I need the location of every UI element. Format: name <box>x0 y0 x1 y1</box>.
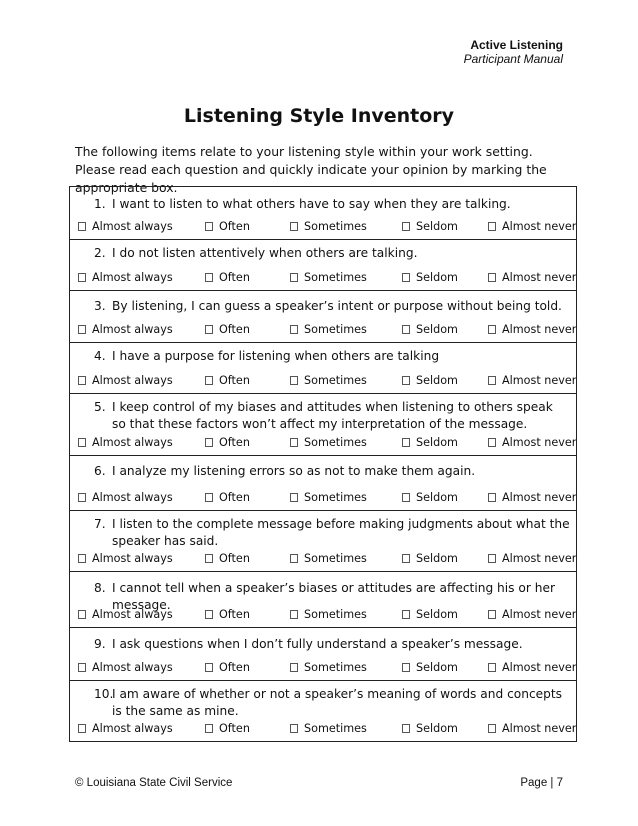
answer-options <box>70 322 576 337</box>
answer-option[interactable] <box>78 660 173 675</box>
option-label: Seldom <box>416 271 458 284</box>
checkbox[interactable] <box>78 438 86 447</box>
answer-option[interactable] <box>205 435 250 450</box>
answer-option[interactable] <box>488 721 576 736</box>
option-label: Sometimes <box>304 374 367 387</box>
answer-option[interactable] <box>290 490 367 505</box>
answer-option[interactable] <box>402 607 458 622</box>
answer-option[interactable] <box>488 607 576 622</box>
option-label: Almost never <box>502 491 577 504</box>
question-text: I analyze my listening errors so as not to make them again. <box>112 464 476 478</box>
option-label: Almost always <box>92 323 173 336</box>
option-label: Often <box>219 323 250 336</box>
question-number: 8. <box>94 581 106 595</box>
answer-option[interactable] <box>78 721 173 736</box>
option-label: Almost never <box>502 661 577 674</box>
checkbox[interactable] <box>290 222 298 231</box>
option-label: Sometimes <box>304 608 367 621</box>
question <box>70 511 576 550</box>
question-text: I cannot tell when a speaker’s biases or attitudes are affecting his or her message. <box>112 581 555 612</box>
checkbox[interactable] <box>402 222 410 231</box>
question-number: 1. <box>94 197 106 211</box>
checkbox[interactable] <box>205 222 213 231</box>
option-label: Almost never <box>502 323 577 336</box>
option-label: Often <box>219 661 250 674</box>
question <box>70 187 576 213</box>
answer-option[interactable] <box>290 373 367 388</box>
option-label: Sometimes <box>304 552 367 565</box>
option-label: Seldom <box>416 552 458 565</box>
answer-option[interactable] <box>205 219 250 234</box>
inventory-item <box>70 290 576 342</box>
answer-option[interactable] <box>402 322 458 337</box>
question-number: 6. <box>94 464 106 478</box>
option-label: Seldom <box>416 491 458 504</box>
running-header <box>464 38 563 66</box>
checkbox[interactable] <box>290 438 298 447</box>
checkbox[interactable] <box>205 438 213 447</box>
checkbox[interactable] <box>78 273 86 282</box>
question <box>70 240 576 262</box>
checkbox[interactable] <box>205 663 213 672</box>
answer-option[interactable] <box>488 270 576 285</box>
footer-page-number: Page | 7 <box>520 777 563 789</box>
checkbox[interactable] <box>78 663 86 672</box>
header-title: Active Listening <box>470 38 563 52</box>
answer-options <box>70 490 576 505</box>
checkbox[interactable] <box>205 610 213 619</box>
option-label: Almost never <box>502 436 577 449</box>
option-label: Sometimes <box>304 491 367 504</box>
checkbox[interactable] <box>402 610 410 619</box>
checkbox[interactable] <box>402 376 410 385</box>
answer-option[interactable] <box>205 322 250 337</box>
question-number: 7. <box>94 517 106 531</box>
checkbox[interactable] <box>78 554 86 563</box>
answer-option[interactable] <box>205 373 250 388</box>
answer-option[interactable] <box>78 607 173 622</box>
inventory-item <box>70 571 576 627</box>
answer-option[interactable] <box>402 270 458 285</box>
checkbox[interactable] <box>78 325 86 334</box>
answer-option[interactable] <box>402 551 458 566</box>
option-label: Almost always <box>92 552 173 565</box>
option-label: Sometimes <box>304 323 367 336</box>
option-label: Often <box>219 271 250 284</box>
question <box>70 343 576 365</box>
option-label: Often <box>219 436 250 449</box>
checkbox[interactable] <box>488 554 496 563</box>
inventory-table <box>69 186 577 742</box>
checkbox[interactable] <box>78 222 86 231</box>
checkbox[interactable] <box>402 663 410 672</box>
answer-option[interactable] <box>290 219 367 234</box>
checkbox[interactable] <box>402 273 410 282</box>
checkbox[interactable] <box>205 376 213 385</box>
answer-options <box>70 219 576 234</box>
checkbox[interactable] <box>488 663 496 672</box>
checkbox[interactable] <box>78 493 86 502</box>
answer-options <box>70 721 576 736</box>
checkbox[interactable] <box>488 273 496 282</box>
question-text: I have a purpose for listening when others are talking <box>112 349 440 363</box>
option-label: Seldom <box>416 722 458 735</box>
answer-option[interactable] <box>488 490 576 505</box>
answer-option[interactable] <box>488 551 576 566</box>
option-label: Often <box>219 608 250 621</box>
answer-options <box>70 551 576 566</box>
option-label: Sometimes <box>304 436 367 449</box>
answer-option[interactable] <box>488 373 576 388</box>
answer-option[interactable] <box>488 322 576 337</box>
checkbox[interactable] <box>402 493 410 502</box>
option-label: Seldom <box>416 608 458 621</box>
option-label: Almost always <box>92 271 173 284</box>
checkbox[interactable] <box>488 493 496 502</box>
option-label: Almost never <box>502 271 577 284</box>
answer-option[interactable] <box>290 551 367 566</box>
answer-option[interactable] <box>402 435 458 450</box>
question <box>70 291 576 315</box>
question-text: I want to listen to what others have to say when they are talking. <box>112 197 511 211</box>
question <box>70 456 576 480</box>
answer-option[interactable] <box>488 219 576 234</box>
answer-options <box>70 373 576 388</box>
option-label: Sometimes <box>304 271 367 284</box>
option-label: Sometimes <box>304 661 367 674</box>
checkbox[interactable] <box>78 724 86 733</box>
answer-option[interactable] <box>78 435 173 450</box>
option-label: Often <box>219 220 250 233</box>
question-number: 2. <box>94 246 106 260</box>
option-label: Almost always <box>92 661 173 674</box>
inventory-item <box>70 510 576 571</box>
checkbox[interactable] <box>290 493 298 502</box>
option-label: Almost never <box>502 374 577 387</box>
answer-option[interactable] <box>402 660 458 675</box>
option-label: Almost always <box>92 722 173 735</box>
checkbox[interactable] <box>290 724 298 733</box>
answer-option[interactable] <box>205 270 250 285</box>
option-label: Almost never <box>502 722 577 735</box>
checkbox[interactable] <box>488 438 496 447</box>
option-label: Almost always <box>92 608 173 621</box>
inventory-item <box>70 627 576 680</box>
checkbox[interactable] <box>488 376 496 385</box>
option-label: Seldom <box>416 374 458 387</box>
answer-option[interactable] <box>78 490 173 505</box>
answer-option[interactable] <box>205 607 250 622</box>
inventory-item <box>70 187 576 239</box>
header-subtitle: Participant Manual <box>463 52 563 66</box>
answer-option[interactable] <box>78 219 173 234</box>
answer-option[interactable] <box>78 373 173 388</box>
checkbox[interactable] <box>290 273 298 282</box>
answer-option[interactable] <box>402 721 458 736</box>
option-label: Sometimes <box>304 220 367 233</box>
checkbox[interactable] <box>402 554 410 563</box>
answer-option[interactable] <box>78 551 173 566</box>
answer-option[interactable] <box>290 607 367 622</box>
question-text: I listen to the complete message before making judgments about what the speaker has said. <box>112 517 570 548</box>
question <box>70 394 576 433</box>
question-text: I do not listen attentively when others are talking. <box>112 246 418 260</box>
answer-option[interactable] <box>78 322 173 337</box>
option-label: Almost never <box>502 220 577 233</box>
answer-option[interactable] <box>205 551 250 566</box>
answer-option[interactable] <box>290 322 367 337</box>
checkbox[interactable] <box>488 325 496 334</box>
checkbox[interactable] <box>488 222 496 231</box>
question-number: 4. <box>94 349 106 363</box>
question-number: 10. <box>94 687 114 701</box>
option-label: Often <box>219 722 250 735</box>
checkbox[interactable] <box>290 554 298 563</box>
answer-option[interactable] <box>290 435 367 450</box>
question-text: I ask questions when I don’t fully understand a speaker’s message. <box>112 637 523 651</box>
option-label: Almost always <box>92 436 173 449</box>
answer-option[interactable] <box>205 660 250 675</box>
answer-option[interactable] <box>290 270 367 285</box>
checkbox[interactable] <box>205 325 213 334</box>
checkbox[interactable] <box>290 376 298 385</box>
answer-option[interactable] <box>290 721 367 736</box>
checkbox[interactable] <box>205 724 213 733</box>
checkbox[interactable] <box>290 663 298 672</box>
checkbox[interactable] <box>205 554 213 563</box>
question-number: 3. <box>94 299 106 313</box>
answer-option[interactable] <box>290 660 367 675</box>
checkbox[interactable] <box>290 610 298 619</box>
option-label: Almost never <box>502 608 577 621</box>
question <box>70 681 576 720</box>
question-number: 5. <box>94 400 106 414</box>
option-label: Often <box>219 552 250 565</box>
option-label: Almost always <box>92 374 173 387</box>
checkbox[interactable] <box>402 438 410 447</box>
question-number: 9. <box>94 637 106 651</box>
answer-option[interactable] <box>402 490 458 505</box>
answer-options <box>70 660 576 675</box>
inventory-item <box>70 342 576 393</box>
option-label: Seldom <box>416 220 458 233</box>
inventory-item <box>70 455 576 510</box>
option-label: Sometimes <box>304 722 367 735</box>
option-label: Seldom <box>416 661 458 674</box>
page-title: Listening Style Inventory <box>183 105 455 127</box>
footer-copyright: © Louisiana State Civil Service <box>75 777 233 789</box>
answer-option[interactable] <box>205 490 250 505</box>
option-label: Almost always <box>92 220 173 233</box>
option-label: Seldom <box>416 323 458 336</box>
option-label: Often <box>219 491 250 504</box>
answer-options <box>70 270 576 285</box>
checkbox[interactable] <box>78 376 86 385</box>
checkbox[interactable] <box>402 724 410 733</box>
inventory-item <box>70 393 576 455</box>
answer-option[interactable] <box>78 270 173 285</box>
answer-option[interactable] <box>488 660 576 675</box>
question <box>70 628 576 653</box>
answer-options <box>70 435 576 450</box>
option-label: Often <box>219 374 250 387</box>
answer-option[interactable] <box>488 435 576 450</box>
inventory-item <box>70 680 576 741</box>
checkbox[interactable] <box>290 325 298 334</box>
option-label: Seldom <box>416 436 458 449</box>
option-label: Almost always <box>92 491 173 504</box>
answer-option[interactable] <box>205 721 250 736</box>
checkbox[interactable] <box>205 493 213 502</box>
checkbox[interactable] <box>205 273 213 282</box>
checkbox[interactable] <box>488 724 496 733</box>
question-text: I keep control of my biases and attitudes when listening to others speak so that these factors won’t affect my interpretation of the message. <box>112 400 553 431</box>
checkbox[interactable] <box>488 610 496 619</box>
checkbox[interactable] <box>402 325 410 334</box>
answer-option[interactable] <box>402 219 458 234</box>
intro-paragraph: The following items relate to your listening style within your work setting. Please read each question and quickly indicate your opinion by marking the appropriate box. <box>75 144 547 195</box>
option-label: Almost never <box>502 552 577 565</box>
answer-option[interactable] <box>402 373 458 388</box>
answer-options <box>70 607 576 622</box>
inventory-item <box>70 239 576 290</box>
question-text: I am aware of whether or not a speaker’s meaning of words and concepts is the same as mine. <box>112 687 563 718</box>
checkbox[interactable] <box>78 610 86 619</box>
question-text: By listening, I can guess a speaker’s intent or purpose without being told. <box>112 299 562 313</box>
